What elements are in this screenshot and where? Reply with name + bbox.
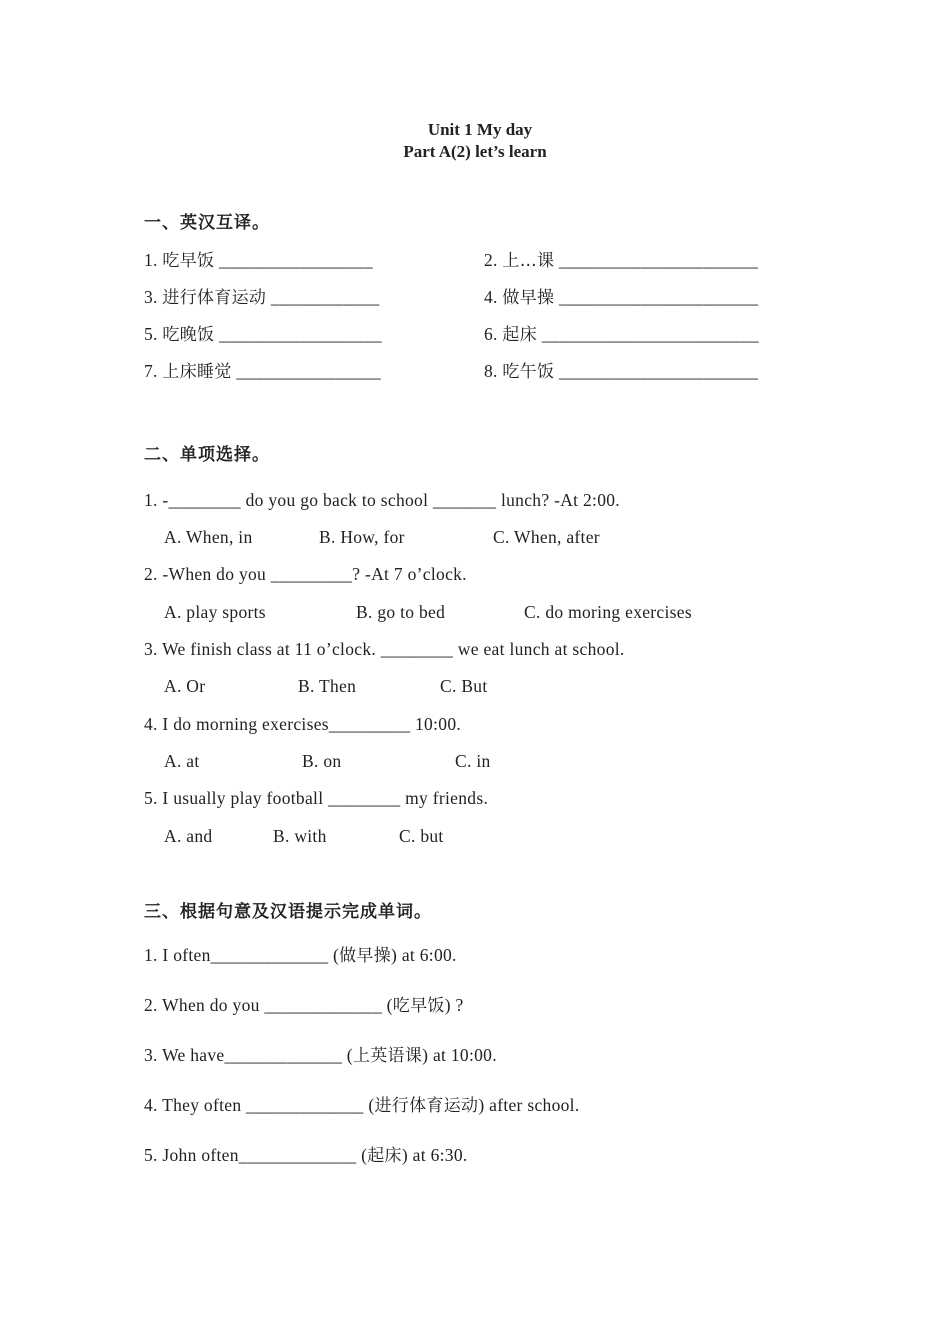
- fill-in-suffix: ) at 10:00.: [422, 1045, 497, 1065]
- translation-item: [144, 357, 381, 382]
- item-number: 3.: [144, 287, 158, 307]
- fill-in-item: [144, 941, 457, 966]
- fill-in-prefix: 1. I often_____________ (: [144, 945, 340, 965]
- translation-item: [144, 283, 380, 308]
- item-text: 吃晚饭: [162, 325, 215, 345]
- question-text: 2. -When do you _________? -At 7 o’clock.: [144, 564, 467, 584]
- answer-blank: ________________: [236, 361, 382, 381]
- option-b: B. How, for: [319, 527, 405, 547]
- translation-item: [484, 246, 758, 271]
- fill-in-suffix: ) ?: [444, 995, 464, 1015]
- translation-item: [484, 357, 758, 382]
- fill-in-item: [144, 1141, 468, 1166]
- item-number: 6.: [484, 324, 498, 344]
- translation-item: [484, 283, 758, 308]
- page-title: Unit 1 My day: [427, 120, 533, 139]
- item-number: 8.: [484, 361, 498, 381]
- fill-in-item: [144, 1041, 497, 1066]
- section1-heading: 一、英汉互译。: [144, 213, 270, 233]
- fill-in-prefix: 2. When do you _____________ (: [144, 995, 393, 1015]
- section2-heading: 二、单项选择。: [144, 445, 270, 465]
- answer-blank: ______________________: [559, 287, 759, 307]
- option-b: B. Then: [298, 676, 357, 696]
- option-c: C. When, after: [493, 527, 600, 547]
- item-number: 1.: [144, 250, 158, 270]
- option-a: A. play sports: [164, 602, 266, 622]
- item-text: 起床: [502, 325, 538, 345]
- fill-in-item: [144, 1091, 580, 1116]
- option-c: C. but: [399, 826, 444, 846]
- translation-item: [144, 246, 373, 271]
- option-b: B. on: [302, 751, 342, 771]
- translation-item: [484, 320, 759, 345]
- answer-blank: _________________: [219, 250, 373, 270]
- fill-in-prefix: 5. John often_____________ (: [144, 1145, 368, 1165]
- option-a: A. Or: [164, 676, 206, 696]
- item-text: 上床睡觉: [162, 362, 232, 382]
- answer-blank: __________________: [219, 324, 382, 344]
- chinese-hint: 吃早饭: [392, 996, 445, 1016]
- question-text: 3. We finish class at 11 o’clock. ________ we eat lunch at school.: [144, 639, 625, 659]
- question-text: 5. I usually play football ________ my friends.: [144, 788, 489, 808]
- option-b: B. go to bed: [356, 602, 446, 622]
- answer-blank: ________________________: [541, 324, 759, 344]
- fill-in-prefix: 3. We have_____________ (: [144, 1045, 353, 1065]
- item-text: 进行体育运动: [162, 288, 267, 308]
- answer-blank: ____________: [270, 287, 380, 307]
- chinese-hint: 进行体育运动: [374, 1096, 479, 1116]
- item-number: 7.: [144, 361, 158, 381]
- item-text: 吃午饭: [502, 362, 555, 382]
- item-number: 2.: [484, 250, 498, 270]
- chinese-hint: 起床: [367, 1146, 402, 1166]
- option-b: B. with: [273, 826, 327, 846]
- item-text: 做早操: [502, 288, 555, 308]
- translation-item: [144, 320, 382, 345]
- option-c: C. But: [440, 676, 488, 696]
- item-text: 吃早饭: [162, 251, 215, 271]
- answer-blank: ______________________: [559, 250, 759, 270]
- option-a: A. When, in: [164, 527, 253, 547]
- item-number: 5.: [144, 324, 158, 344]
- fill-in-suffix: ) after school.: [478, 1095, 580, 1115]
- item-number: 4.: [484, 287, 498, 307]
- fill-in-prefix: 4. They often _____________ (: [144, 1095, 375, 1115]
- option-a: A. at: [164, 751, 200, 771]
- fill-in-suffix: ) at 6:30.: [401, 1145, 468, 1165]
- option-c: C. do moring exercises: [524, 602, 692, 622]
- item-text: 上…课: [502, 251, 555, 271]
- option-c: C. in: [455, 751, 491, 771]
- question-text: 1. -________ do you go back to school _______ lunch? -At 2:00.: [144, 490, 620, 510]
- fill-in-suffix: ) at 6:00.: [391, 945, 457, 965]
- page-subtitle: Part A(2) let’s learn: [403, 142, 547, 161]
- fill-in-item: [144, 991, 464, 1016]
- section3-heading: 三、根据句意及汉语提示完成单词。: [144, 902, 432, 922]
- question-text: 4. I do morning exercises_________ 10:00.: [144, 714, 462, 734]
- chinese-hint: 上英语课: [352, 1046, 423, 1066]
- chinese-hint: 做早操: [339, 946, 392, 966]
- option-a: A. and: [164, 826, 213, 846]
- answer-blank: ______________________: [559, 361, 759, 381]
